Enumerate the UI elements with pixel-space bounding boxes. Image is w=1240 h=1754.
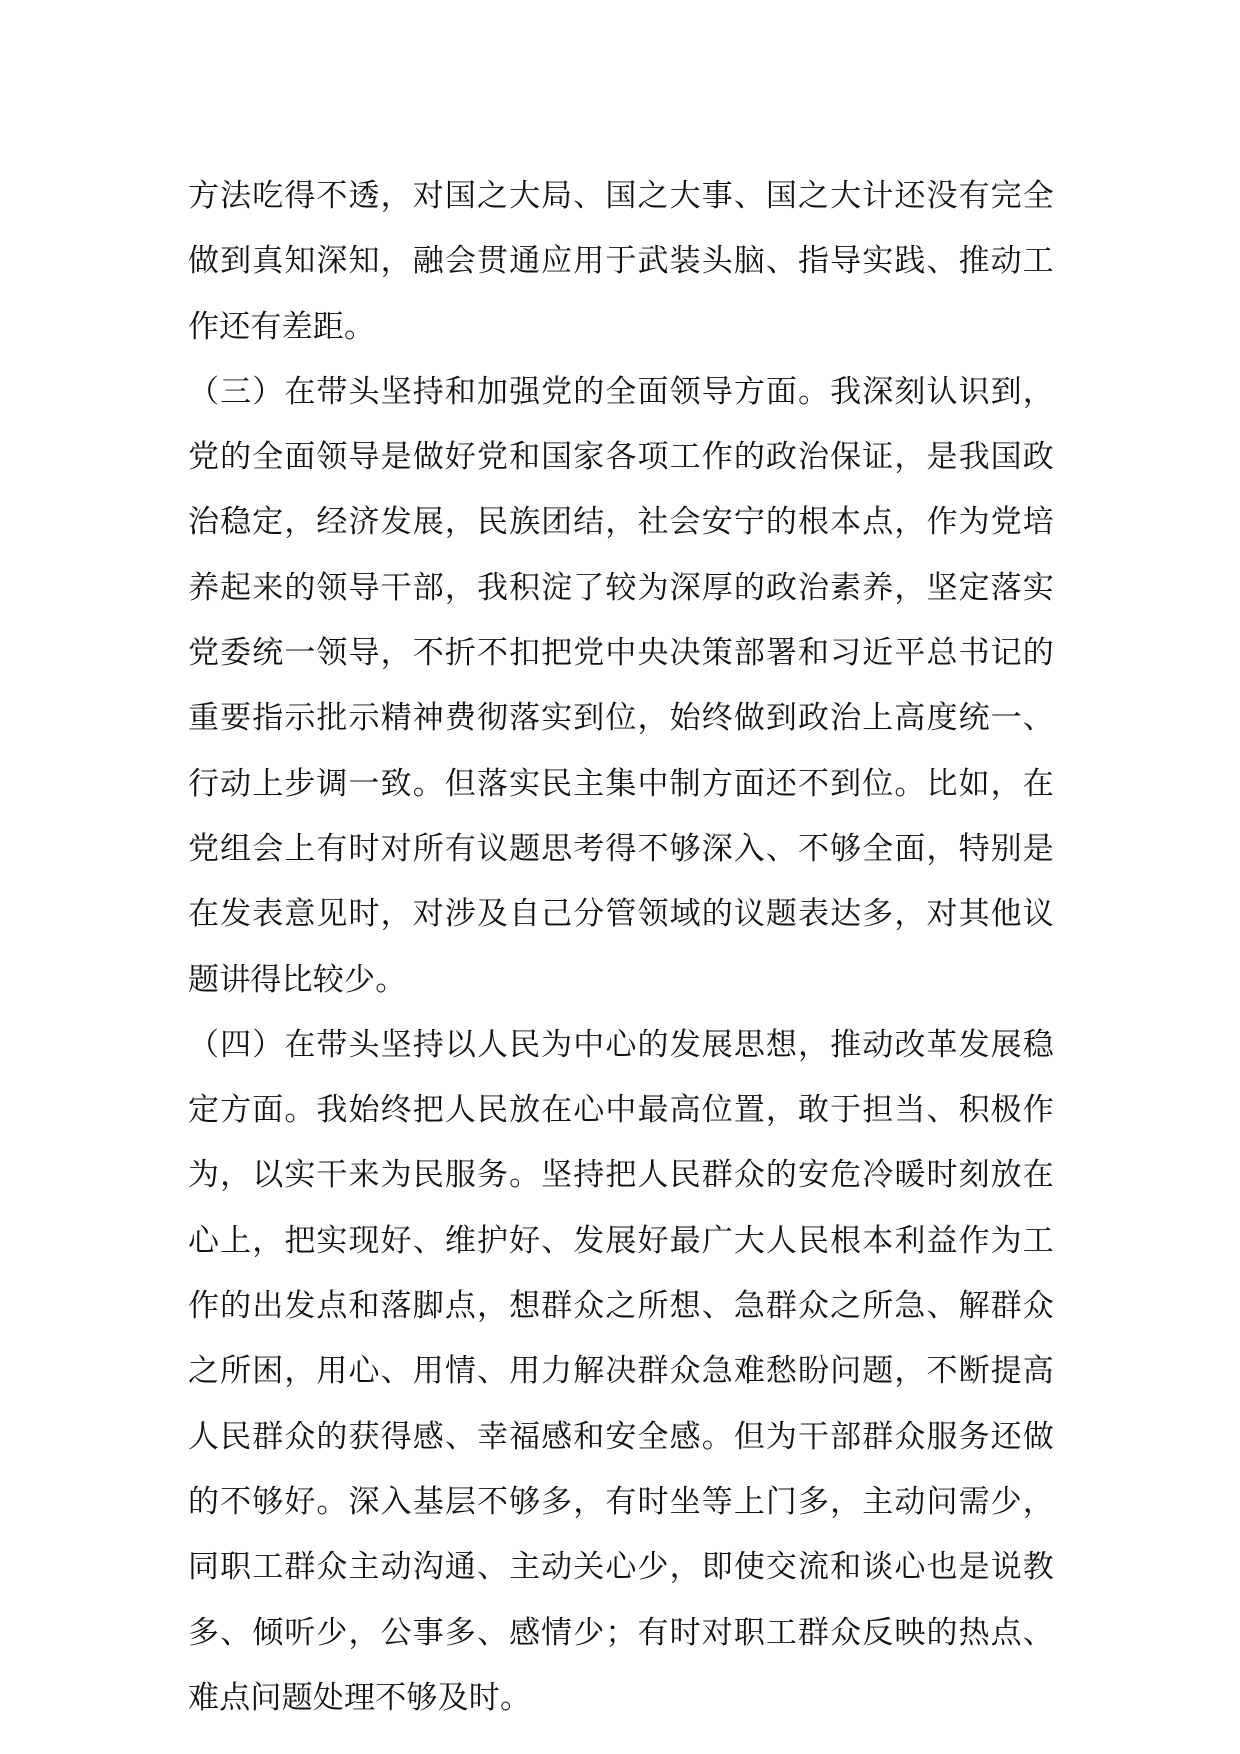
paragraph-section-four: （四）在带头坚持以人民为中心的发展思想，推动改革发展稳定方面。我始终把人民放在心中最高位置，敢于担当、积极作为，以实干来为民服务。坚持把人民群众的安危冷暖时刻放在心上，把实现好、维护好、发展好最广大人民根本利益作为工作的出发点和落脚点，想群众之所想、急群众之所急、解群众之所困，用心、用情、用力解决群众急难愁盼问题，不断提高人民群众的获得感、幸福感和安全感。但为干部群众服务还做的不够好。深入基层不够多，有时坐等上门多，主动问需少，同职工群众主动沟通、主动关心少，即使交流和谈心也是说教多、倾听少，公事多、感情少；有时对职工群众反映的热点、难点问题处理不够及时。 bbox=[188, 1026, 1054, 1716]
paragraph-continuation: 方法吃得不透，对国之大局、国之大事、国之大计还没有完全做到真知深知，融会贯通应用于武装头脑、指导实践、推动工作还有差距。 bbox=[188, 178, 1054, 345]
paragraph-section-three: （三）在带头坚持和加强党的全面领导方面。我深刻认识到，党的全面领导是做好党和国家各项工作的政治保证，是我国政治稳定，经济发展，民族团结，社会安宁的根本点，作为党培养起来的领导干部，我积淀了较为深厚的政治素养，坚定落实党委统一领导，不折不扣把党中央决策部署和习近平总书记的重要指示批示精神费彻落实到位，始终做到政治上高度统一、行动上步调一致。但落实民主集中制方面还不到位。比如，在党组会上有时对所有议题思考得不够深入、不够全面，特别是在发表意见时，对涉及自己分管领域的议题表达多，对其他议题讲得比较少。 bbox=[188, 373, 1054, 998]
document-body bbox=[188, 164, 1054, 1731]
